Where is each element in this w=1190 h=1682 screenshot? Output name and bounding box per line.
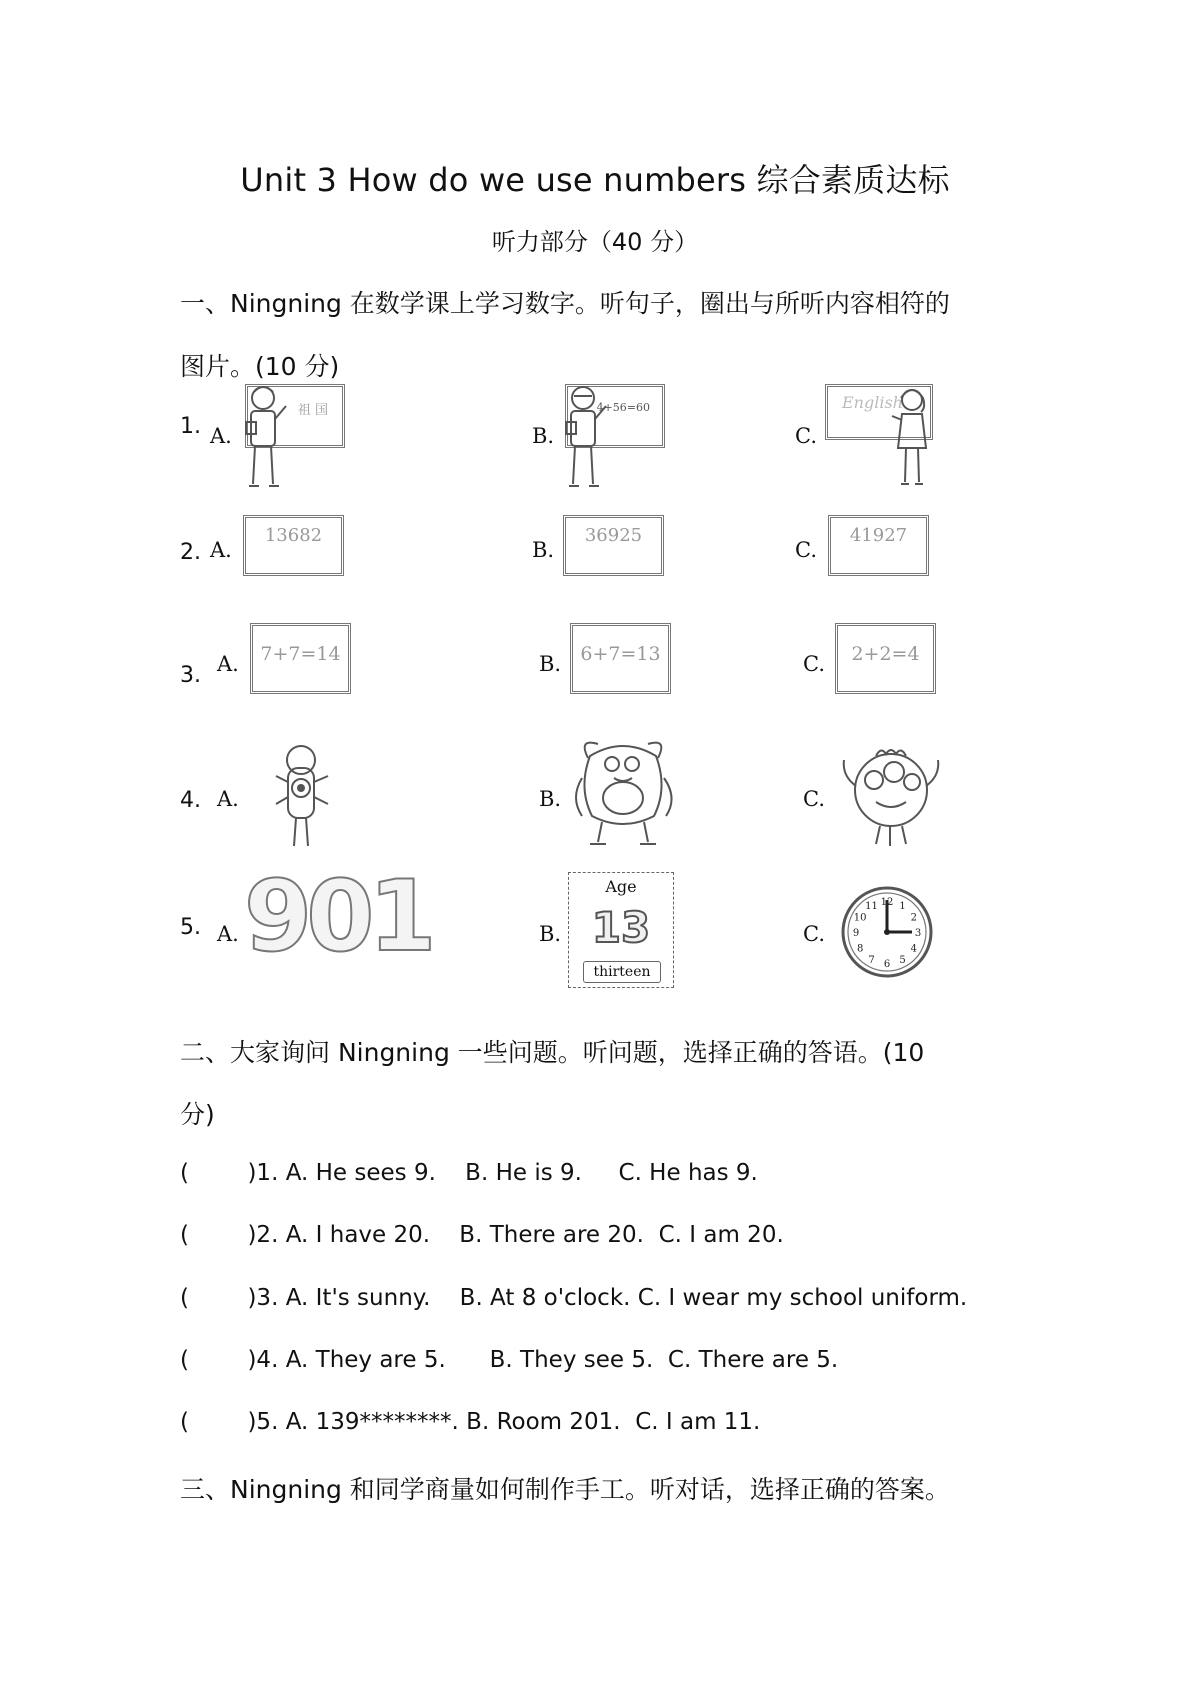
question-1: ( )1. A. He sees 9. B. He is 9. C. He has 9. <box>180 1160 758 1186</box>
teacher-figure-icon <box>888 386 938 490</box>
question-3: ( )3. A. It's sunny. B. At 8 o'clock. C. I wear my school uniform. <box>180 1285 968 1311</box>
clock-numeral: 3 <box>914 928 922 939</box>
row1-option-b[interactable]: B. <box>532 424 555 448</box>
row5-option-a[interactable]: A. <box>217 922 239 946</box>
clock-numeral: 2 <box>910 912 918 924</box>
row2-option-c[interactable]: C. <box>795 538 817 562</box>
section2-heading-line1: 二、大家询问 Ningning 一些问题。听问题，选择正确的答语。(10 <box>180 1038 925 1067</box>
board-text: 6+7=13 <box>580 642 661 665</box>
row1-option-c[interactable]: C. <box>795 424 817 448</box>
two-eyed-monster-icon <box>568 738 678 850</box>
row2-board-b <box>563 515 664 576</box>
row3-option-c[interactable]: C. <box>803 652 825 676</box>
page-title: Unit 3 How do we use numbers 综合素质达标 <box>240 161 950 199</box>
row1-option-a[interactable]: A. <box>210 424 232 448</box>
question-5: ( )5. A. 139********. B. Room 201. C. I am 11. <box>180 1409 761 1435</box>
clock-numeral: 4 <box>910 943 918 955</box>
question-4: ( )4. A. They are 5. B. They see 5. C. There are 5. <box>180 1347 839 1373</box>
board-text: 2+2=4 <box>851 642 920 665</box>
row2-option-b[interactable]: B. <box>532 538 555 562</box>
row5-option-c[interactable]: C. <box>803 922 825 946</box>
age-card <box>568 872 674 988</box>
teacher-figure-icon <box>240 384 290 490</box>
row4-option-c[interactable]: C. <box>803 787 825 811</box>
section1-heading-line2: 图片。(10 分) <box>180 352 340 381</box>
age-card-word: thirteen <box>583 961 661 983</box>
board-text: 祖 国 <box>297 403 328 418</box>
row4-number: 4. <box>180 788 201 813</box>
board-text: 7+7=14 <box>260 642 341 665</box>
clock-numeral: 5 <box>899 954 906 966</box>
row5-number: 5. <box>180 915 201 940</box>
three-eyed-monster-icon <box>836 746 946 850</box>
board-text: 41927 <box>849 525 908 546</box>
board-text: English <box>842 393 903 412</box>
section1-heading-line1: 一、Ningning 在数学课上学习数字。听句子，圈出与所听内容相符的 <box>180 289 950 318</box>
row2-board-a <box>243 515 344 576</box>
row4-option-b[interactable]: B. <box>539 787 562 811</box>
clock-numeral: 10 <box>853 912 867 924</box>
one-eyed-monster-icon <box>272 742 332 852</box>
row2-board-c <box>828 515 929 576</box>
section2-heading-line2: 分) <box>180 1100 215 1129</box>
board-text: 36925 <box>584 525 643 546</box>
age-card-label: Age <box>605 877 637 896</box>
board-text: 4+56=60 <box>596 401 650 414</box>
big-number-901: 901 <box>244 860 431 974</box>
clock-numeral: 12 <box>880 897 894 908</box>
section3-heading-line1: 三、Ningning 和同学商量如何制作手工。听对话，选择正确的答案。 <box>180 1475 950 1504</box>
clock-numeral: 7 <box>868 954 875 966</box>
row3-number: 3. <box>180 663 201 688</box>
row3-option-b[interactable]: B. <box>539 652 562 676</box>
clock-numeral: 9 <box>852 928 860 939</box>
clock-numeral: 8 <box>856 943 864 955</box>
row5-option-b[interactable]: B. <box>539 922 562 946</box>
teacher-figure-icon <box>560 384 610 490</box>
page-subtitle: 听力部分（40 分） <box>491 228 699 256</box>
clock-numeral: 6 <box>883 959 891 970</box>
row4-option-a[interactable]: A. <box>217 787 239 811</box>
row2-number: 2. <box>180 540 201 565</box>
clock-icon <box>840 880 934 984</box>
question-2: ( )2. A. I have 20. B. There are 20. C. I am 20. <box>180 1222 784 1248</box>
row2-option-a[interactable]: A. <box>210 538 232 562</box>
row1-number: 1. <box>180 414 201 439</box>
row3-board-b <box>570 623 671 694</box>
row3-board-c <box>835 623 936 694</box>
age-card-value: 13 <box>591 903 651 952</box>
row3-board-a <box>250 623 351 694</box>
board-text: 13682 <box>264 525 323 546</box>
row3-option-a[interactable]: A. <box>217 652 239 676</box>
clock-numeral: 1 <box>899 901 906 913</box>
clock-numeral: 11 <box>865 901 878 913</box>
